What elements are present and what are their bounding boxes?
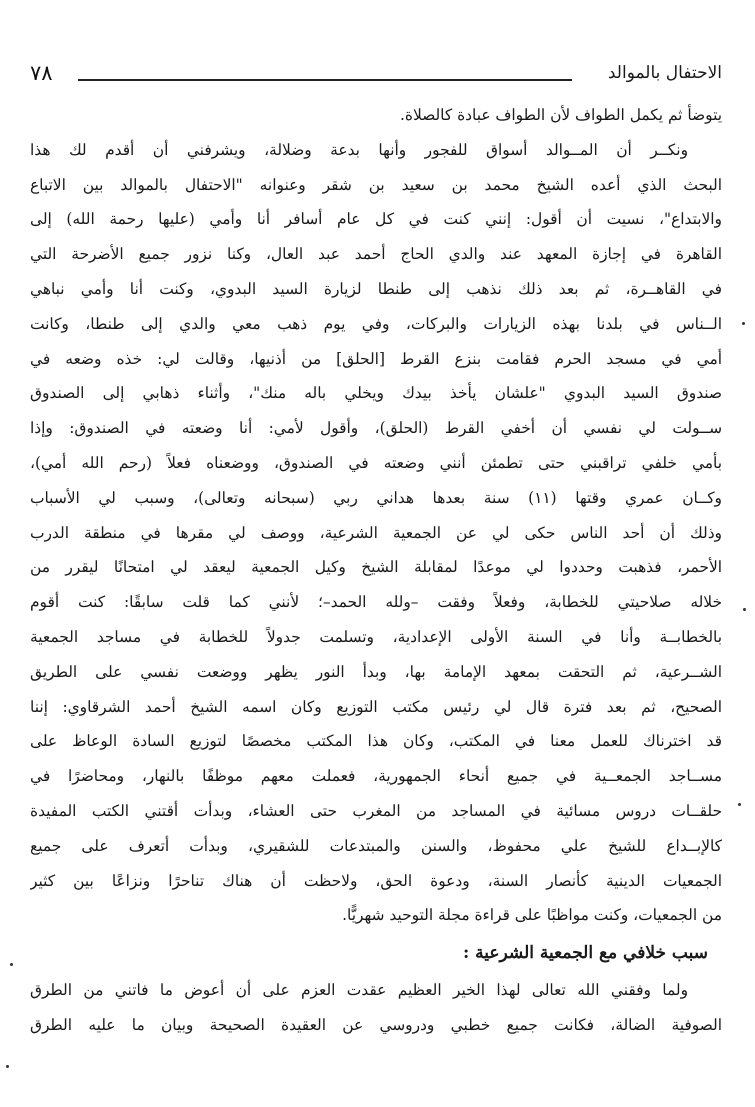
page-number: ٧٨ <box>30 61 53 85</box>
text-line: أمي في مسجد الحرم فقامت بنزع القرط [الحلق] من أذنيها، وقالت لي: خذه وضعه في <box>30 349 722 368</box>
scan-speck <box>738 803 741 806</box>
text-line: بالخطابــة وأنا في السنة الأولى الإعدادية، وتسلمت جدولاً للخطابة في مساجد الجمعية <box>30 627 722 646</box>
scan-speck <box>6 1065 9 1068</box>
text-line: الأحمر، فذهبت وحددوا لي موعدًا لمقابلة الشيخ وكيل الجمعية ليعقد لي امتحانًا ليقرر من <box>30 558 722 577</box>
text-line: كالإبــداع للشيخ علي محفوظ، والسنن والمبتدعات للشقيري، وبدأت أتعرف على جميع <box>30 836 722 855</box>
text-line: والابتداع"، نسيت أن أقول: إنني كنت في كل عام أسافر أنا وأمي (عليها رحمة الله) إلى <box>30 210 722 229</box>
text-line: وكــان عمري وقتها (١١) سنة بعدها هداني ربي (سبحانه وتعالى)، وسبب لي الأسباب <box>30 488 722 507</box>
text-line: ولما وفقني الله تعالى لهذا الخير العظيم عقدت العزم على أن أعوض ما فاتني من الطرق <box>30 981 688 1000</box>
text-line: الــناس في بلدنا بهذه الزيارات والبركات، وفي يوم ذهب معي والدي إلى طنطا، وكانت <box>30 314 722 333</box>
text-line: من الجمعيات، وكنت مواظبًا على قراءة مجلة التوحيد شهريًّا. <box>342 906 722 925</box>
scan-speck <box>10 963 13 966</box>
scan-speck <box>742 322 745 325</box>
running-title: الاحتفال بالموالد <box>607 63 722 83</box>
text-line: الصحيح، ثم بعد فترة قال لي رئيس مكتب التوزيع وكان اسمه الشيخ أحمد الشرقاوي: إننا <box>30 697 722 716</box>
page-header <box>30 58 722 88</box>
text-line: مســاجد الجمعــية في جميع أنحاء الجمهورية، فعملت معهم موظفًا بالنهار، ومحاضرًا في <box>30 767 722 786</box>
body-text <box>30 98 722 1043</box>
paragraph <box>30 98 722 133</box>
text-line: الجمعيات الدينية كأنصار السنة، ودعوة الحق، ولاحظت أن هناك تناحرًا ونزاعًا بين كثير <box>30 871 722 890</box>
text-line: حلقــات دروس مسائية في المساجد من المغرب حتى العشاء، وبدأت أقتني الكتب المفيدة <box>30 801 722 820</box>
text-line: خلاله صلاحيتي للخطابة، وفعلاً وفقت –ولله الحمد–؛ لأنني كما قلت سابقًا: كنت أقوم <box>30 593 722 612</box>
text-line: ونكــر أن المــوالد أسواق للفجور وأنها بدعة وضلالة، ويشرفني أن أقدم لك هذا <box>30 140 688 159</box>
scan-speck <box>743 608 746 611</box>
text-line: في القاهــرة، ثم بعد ذلك نذهب إلى طنطا لزيارة السيد البدوي، وكنت أنا وأمي نباهي <box>30 279 722 298</box>
text-line: ســولت لي نفسي أن أخفي القرط (الحلق)، وأقول لأمي: أنا وضعته في الصندوق: وإذا <box>30 419 722 438</box>
paragraph <box>30 133 722 933</box>
section-heading: سبب خلافي مع الجمعية الشرعية : <box>462 943 708 964</box>
text-line: القاهرة في إجازة المعهد عند والدي الحاج أحمد عبد العال، وكنا نزور جميع الأضرحة التي <box>30 245 722 264</box>
text-line: الشــرعية، ثم التحقت بمعهد الإمامة بها، وبدأ النور يظهر ووضعت نفسي على الطريق <box>30 662 722 681</box>
text-line: قد اخترناك للعمل معنا في المكتب، وكان هذا المكتب مخصصًا لتوزيع السادة الوعاظ على <box>30 732 722 751</box>
header-rule <box>78 79 572 81</box>
text-line: البحث الذي أعده الشيخ محمد بن سعيد بن شقر وعنوانه "الاحتفال بالموالد بين الاتباع <box>30 175 722 194</box>
text-line: وذلك أن أحد الناس حكى لي عن الجمعية الشرعية، ووصف لي مقرها في منطقة الدرب <box>30 523 722 542</box>
text-line: يتوضأ ثم يكمل الطواف لأن الطواف عبادة كالصلاة. <box>400 106 722 124</box>
text-line: الصوفية الضالة، فكانت جميع خطبي ودروسي عن العقيدة الصحيحة وبيان ما عليه الطرق <box>30 1015 722 1034</box>
text-line: بأمي خلفي تراقبني حتى تطمئن أنني وضعته في الصندوق، ووضعناه فعلاً (رحم الله أمي)، <box>30 453 722 472</box>
text-line: صندوق السيد البدوي "علشان يأخذ بيدك ويخلي باله منك"، وأثناء ذهابي إلى الصندوق <box>30 384 722 403</box>
paragraph <box>30 973 722 1043</box>
